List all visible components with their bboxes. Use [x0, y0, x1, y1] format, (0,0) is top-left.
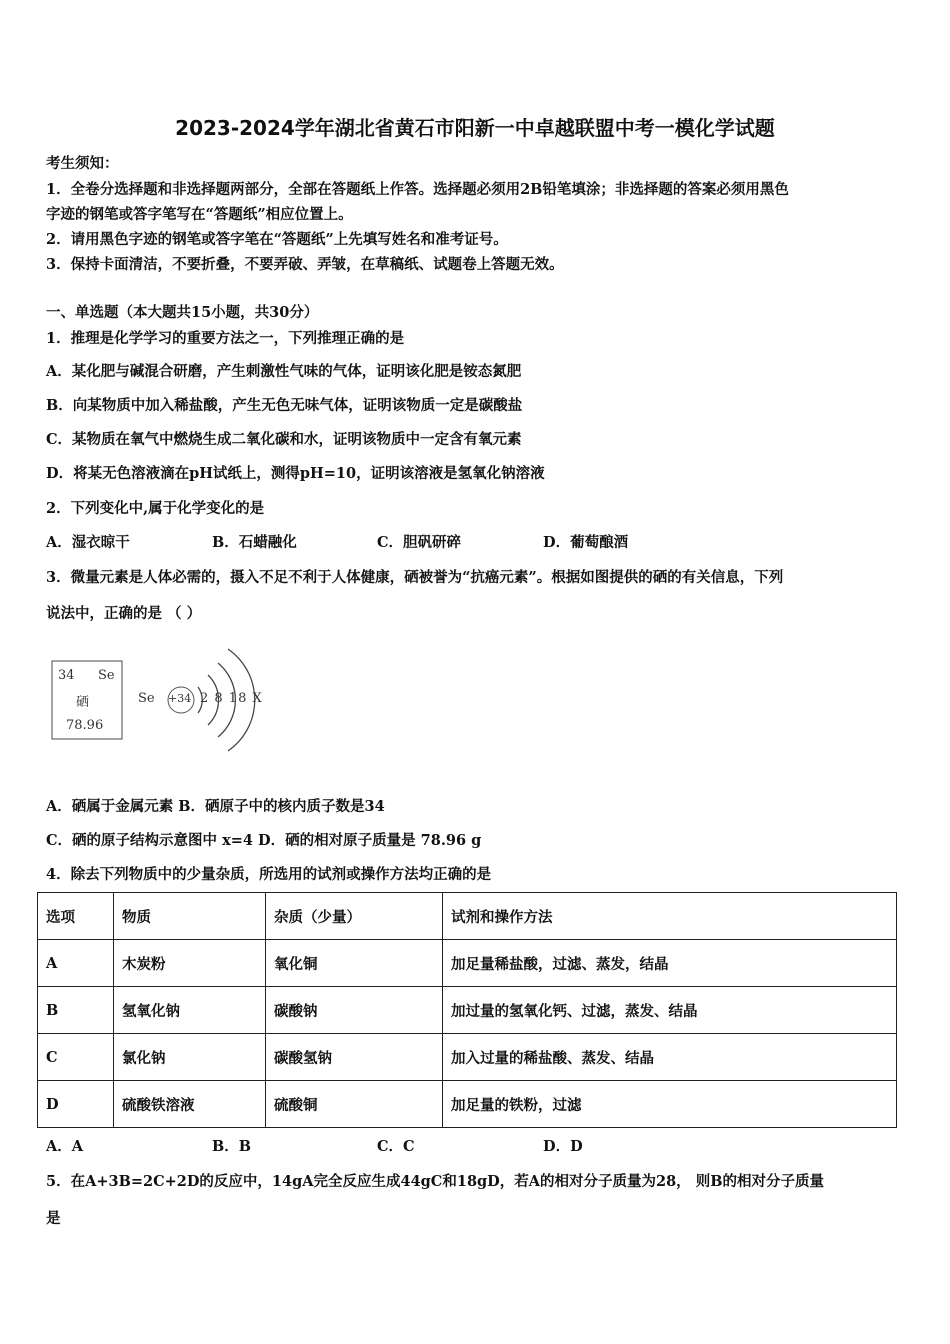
notice-heading: 考生须知：: [46, 155, 119, 172]
element-mass: 78.96: [66, 718, 104, 733]
nucleus-charge: +34: [168, 692, 192, 705]
section-heading: 一、单选题（本大题共15小题，共30分）: [46, 304, 319, 321]
table-cell: 碳酸氢钠: [266, 1034, 443, 1081]
table-cell: 氢氧化钠: [114, 987, 266, 1034]
electron-shells: 2 8 18 X: [200, 691, 263, 706]
table-cell: C: [38, 1034, 114, 1081]
q4-option-c: C．C: [377, 1138, 415, 1155]
q2-option-a: A．湿衣晾干: [46, 534, 130, 551]
table-cell: B: [38, 987, 114, 1034]
table-cell: 加过量的氢氧化钙、过滤，蒸发、结晶: [443, 987, 897, 1034]
table-cell: 氧化铜: [266, 940, 443, 987]
notice-item: 字迹的钢笔或答字笔写在“答题纸”相应位置上。: [46, 206, 353, 223]
table-header-row: [38, 893, 897, 940]
table-header-cell: 物质: [114, 893, 266, 940]
q2-option-b: B．石蜡融化: [212, 534, 297, 551]
table-row: [38, 987, 897, 1034]
q2-option-c: C．胆矾研碎: [377, 534, 462, 551]
q1-option-a: A．某化肥与碱混合研磨，产生刺激性气味的气体，证明该化肥是铵态氮肥: [46, 363, 522, 380]
table-cell: 氯化钠: [114, 1034, 266, 1081]
table-cell: D: [38, 1081, 114, 1128]
table-header-cell: 试剂和操作方法: [443, 893, 897, 940]
table-header-cell: 杂质（少量）: [266, 893, 443, 940]
q1-option-b: B．向某物质中加入稀盐酸，产生无色无味气体，证明该物质一定是碳酸盐: [46, 397, 523, 414]
element-symbol: Se: [98, 668, 115, 683]
table-cell: A: [38, 940, 114, 987]
q4-option-a: A．A: [46, 1138, 84, 1155]
table-cell: 加足量稀盐酸，过滤、蒸发，结晶: [443, 940, 897, 987]
table-header-cell: 选项: [38, 893, 114, 940]
page-title: 2023-2024学年湖北省黄石市阳新一中卓越联盟中考一模化学试题: [175, 116, 775, 140]
q4-option-d: D．D: [543, 1138, 583, 1155]
structure-symbol: Se: [138, 691, 155, 706]
table-cell: 加入过量的稀盐酸、蒸发、结晶: [443, 1034, 897, 1081]
q3-stem: 3．微量元素是人体必需的，摄入不足不利于人体健康，硒被誉为“抗癌元素”。根据如图提供的硒的有关信息，下列: [46, 569, 784, 586]
q1-stem: 1．推理是化学学习的重要方法之一，下列推理正确的是: [46, 330, 405, 347]
q4-stem: 4．除去下列物质中的少量杂质，所选用的试剂或操作方法均正确的是: [46, 866, 492, 883]
table-row: [38, 940, 897, 987]
element-name: 硒: [76, 695, 90, 710]
table-cell: 加足量的铁粉，过滤: [443, 1081, 897, 1128]
notice-item: 2．请用黑色字迹的钢笔或答字笔在“答题纸”上先填写姓名和准考证号。: [46, 231, 508, 248]
table-cell: 碳酸钠: [266, 987, 443, 1034]
q3-stem-cont: 说法中，正确的是 （ ）: [46, 605, 202, 622]
q2-option-d: D．葡萄酿酒: [543, 534, 629, 551]
q5-stem-cont: 是: [46, 1210, 61, 1227]
q2-stem: 2．下列变化中,属于化学变化的是: [46, 500, 265, 517]
notice-item: 3．保持卡面清洁，不要折叠，不要弄破、弄皱，在草稿纸、试题卷上答题无效。: [46, 256, 564, 273]
selenium-figure: [48, 635, 268, 765]
table-cell: 硫酸铜: [266, 1081, 443, 1128]
q1-option-c: C．某物质在氧气中燃烧生成二氧化碳和水，证明该物质中一定含有氧元素: [46, 431, 522, 448]
table-row: [38, 1034, 897, 1081]
table-row: [38, 1081, 897, 1128]
table-cell: 硫酸铁溶液: [114, 1081, 266, 1128]
table-cell: 木炭粉: [114, 940, 266, 987]
q3-options-ab: A．硒属于金属元素 B．硒原子中的核内质子数是34: [46, 798, 385, 815]
q4-option-b: B．B: [212, 1138, 252, 1155]
q3-options-cd: C．硒的原子结构示意图中 x=4 D．硒的相对原子质量是 78.96 g: [46, 832, 482, 849]
q4-table: [37, 892, 897, 1128]
q1-option-d: D．将某无色溶液滴在pH试纸上，测得pH=10，证明该溶液是氢氧化钠溶液: [46, 465, 545, 482]
q5-stem: 5．在A+3B=2C+2D的反应中，14gA完全反应生成44gC和18gD，若A的相对分子质量为28， 则B的相对分子质量: [46, 1173, 824, 1190]
notice-item: 1．全卷分选择题和非选择题两部分，全部在答题纸上作答。选择题必须用2B铅笔填涂；非选择题的答案必须用黑色: [46, 181, 789, 198]
element-number: 34: [58, 668, 75, 683]
